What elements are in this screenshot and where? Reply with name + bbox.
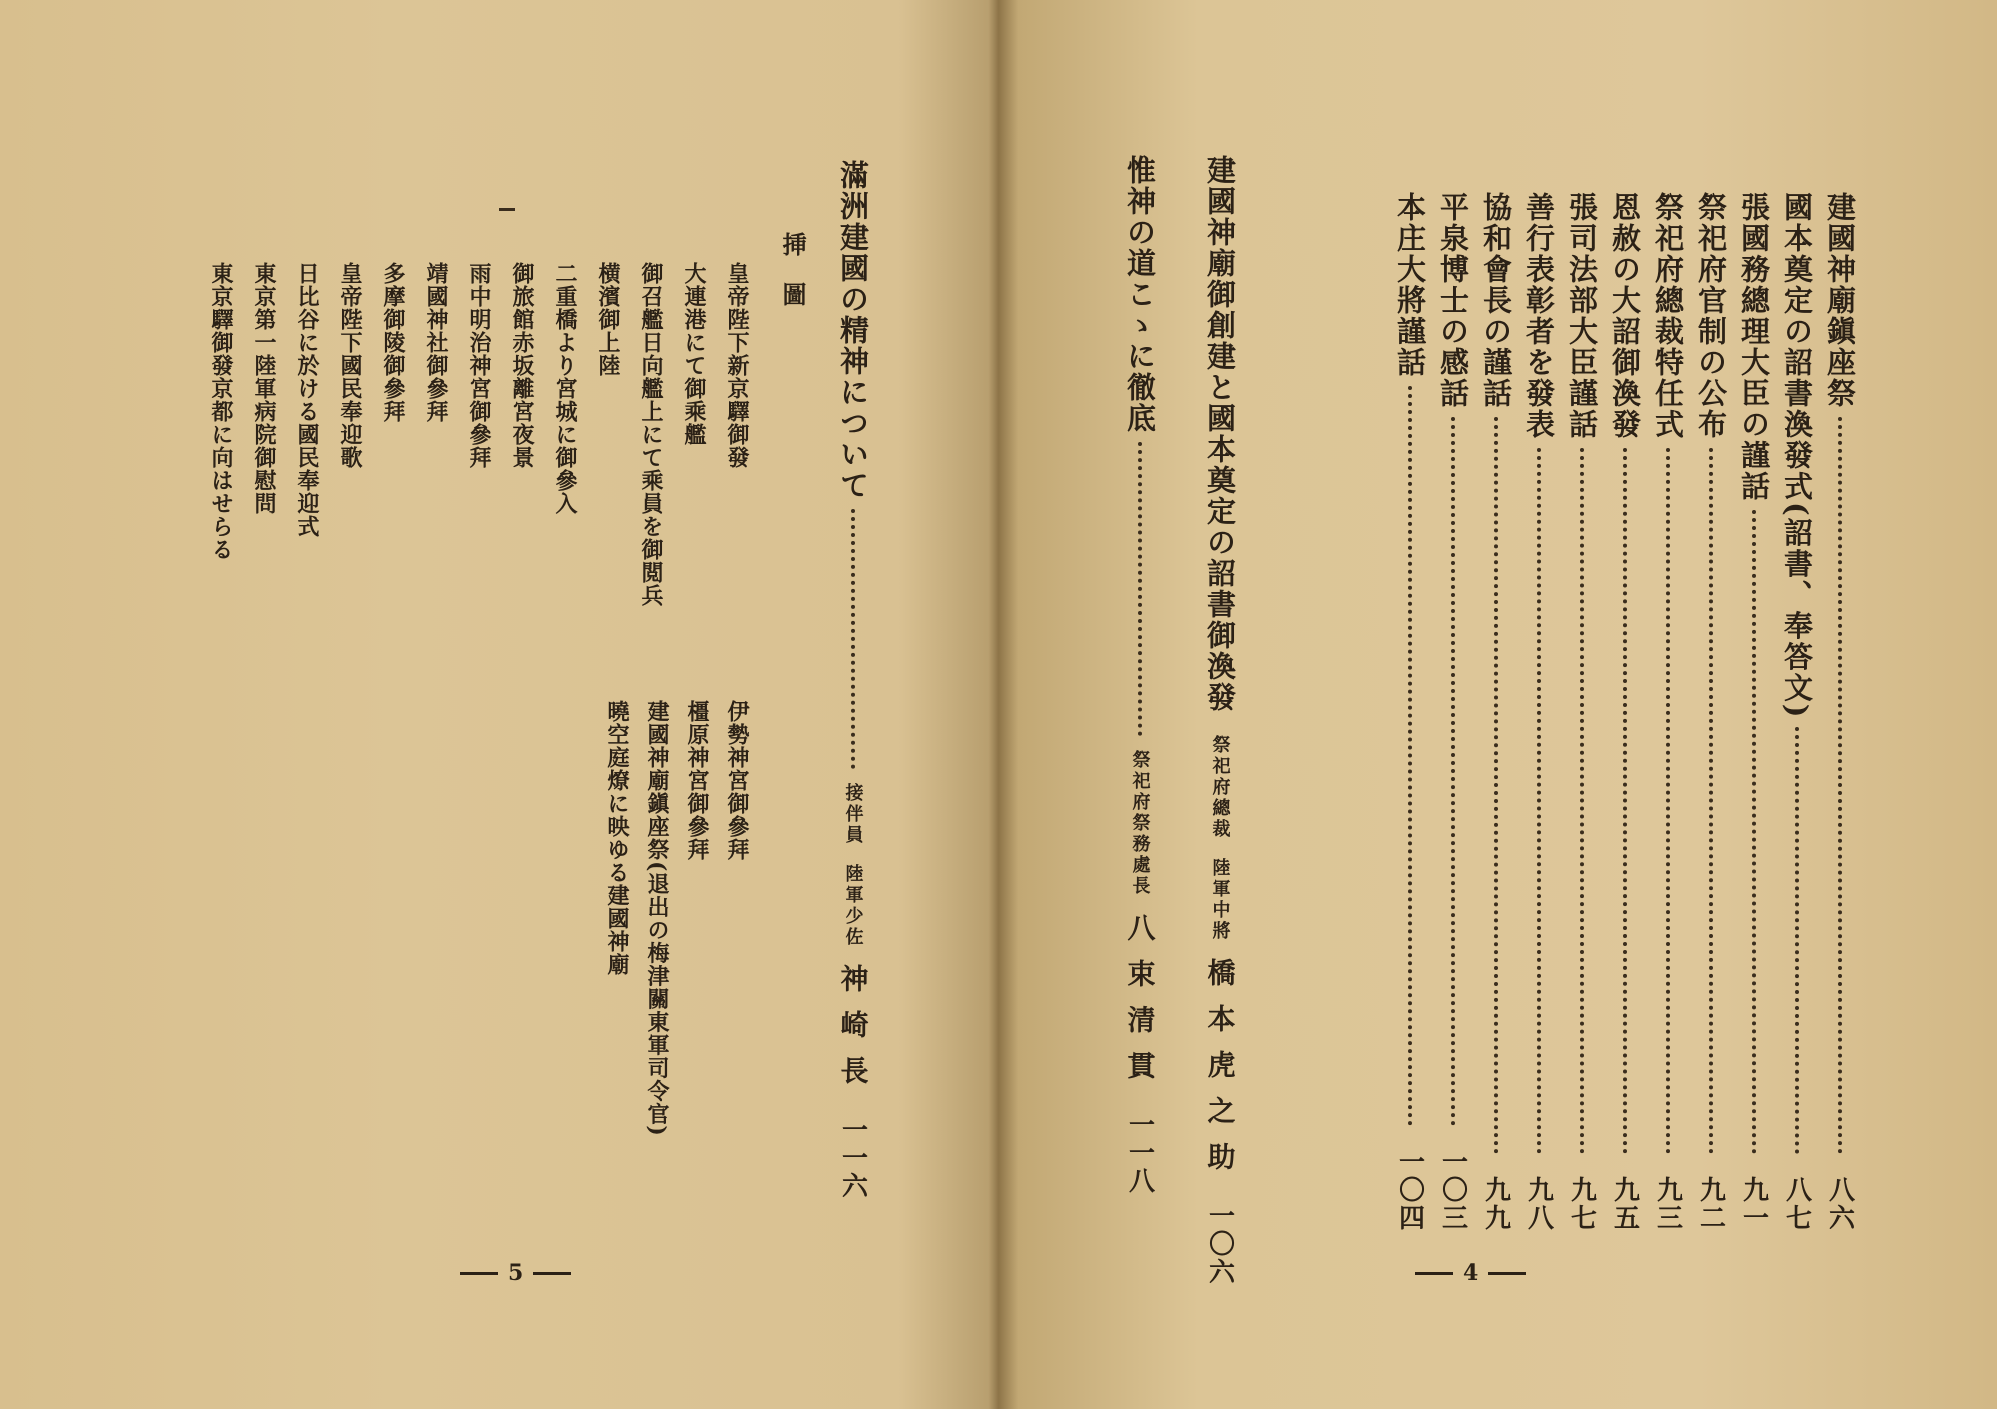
entry-page-number: 九二 bbox=[1695, 1176, 1726, 1232]
toc-entry bbox=[1823, 192, 1857, 1232]
illustration-item: 日比谷に於ける國民奉迎式 bbox=[294, 262, 320, 538]
folio-dash bbox=[1488, 1272, 1526, 1275]
entry-title: 張國務總理大臣の謹話 bbox=[1737, 192, 1771, 502]
entry-author: 橋本虎之助 bbox=[1203, 958, 1237, 1188]
entry-page-number: 一一六 bbox=[837, 1116, 868, 1200]
entry-title: 祭祀府官制の公布 bbox=[1694, 192, 1728, 440]
entry-title: 協和會長の謹話 bbox=[1479, 192, 1513, 409]
entry-page-number: 一〇三 bbox=[1437, 1148, 1468, 1232]
entry-page-number: 九七 bbox=[1566, 1176, 1597, 1232]
illustration-item: 二重橋より宮城に御參入 bbox=[552, 262, 578, 515]
toc-entry bbox=[1694, 192, 1728, 1232]
entry-title: 建國神廟鎭座祭 bbox=[1823, 192, 1857, 409]
entry-page-number: 九一 bbox=[1738, 1176, 1769, 1232]
illustration-item: 建國神廟鎭座祭(退出の梅津關東軍司令官) bbox=[644, 700, 670, 1137]
toc-entry bbox=[1737, 192, 1771, 1232]
dot-leader bbox=[1537, 448, 1541, 1154]
toc-entry bbox=[1436, 192, 1470, 1232]
rank-lines bbox=[844, 777, 862, 958]
folio-dash bbox=[460, 1272, 498, 1275]
illustration-item: 皇帝陛下新京驛御發 bbox=[724, 262, 750, 469]
entry-page-number: 九八 bbox=[1523, 1176, 1554, 1232]
rank-lines bbox=[1211, 729, 1229, 952]
entry-page-number: 一〇四 bbox=[1394, 1148, 1425, 1232]
entry-page-number: 一〇六 bbox=[1204, 1202, 1235, 1286]
dot-leader bbox=[1580, 448, 1584, 1154]
entry-page-number: 九五 bbox=[1609, 1176, 1640, 1232]
toc-entry-with-author bbox=[1203, 155, 1237, 1286]
entry-author: 神崎長 bbox=[836, 964, 870, 1102]
rank-line: 祭祀府祭務處長 bbox=[1129, 750, 1151, 897]
toc-entry bbox=[1522, 192, 1556, 1232]
entry-page-number: 九九 bbox=[1480, 1176, 1511, 1232]
dot-leader bbox=[1138, 442, 1142, 736]
dot-leader bbox=[1494, 417, 1498, 1154]
rank-line: 陸軍中將 bbox=[1209, 858, 1231, 942]
toc-entry-manchukuo-spirit bbox=[836, 160, 870, 1200]
illustration-item: 伊勢神宮御參拜 bbox=[724, 700, 750, 861]
illustration-item: 皇帝陛下國民奉迎歌 bbox=[337, 262, 363, 469]
entry-page-number: 一一八 bbox=[1124, 1111, 1155, 1195]
dot-leader bbox=[1795, 727, 1799, 1154]
entry-title: 本庄大將謹話 bbox=[1393, 192, 1427, 378]
illustration-item: 東京第一陸軍病院御慰問 bbox=[251, 262, 277, 515]
dot-leader bbox=[1666, 448, 1670, 1154]
dot-leader bbox=[1709, 448, 1713, 1154]
entry-title: 張司法部大臣謹話 bbox=[1565, 192, 1599, 440]
dot-leader bbox=[1623, 448, 1627, 1154]
entry-title: 平泉博士の感話 bbox=[1436, 192, 1470, 409]
rank-line: 祭祀府總裁 bbox=[1209, 735, 1231, 840]
entry-author: 八束清貫 bbox=[1123, 913, 1157, 1097]
folio-number: 4 bbox=[1463, 1260, 1479, 1286]
entry-title: 惟神の道こゝに徹底 bbox=[1123, 155, 1157, 434]
dot-leader bbox=[1451, 417, 1455, 1126]
folio-right bbox=[1415, 1260, 1526, 1286]
toc-entry bbox=[1780, 192, 1814, 1232]
toc-entry bbox=[1651, 192, 1685, 1232]
entry-title: 祭祀府總裁特任式 bbox=[1651, 192, 1685, 440]
folio-number: 5 bbox=[508, 1260, 524, 1286]
dot-leader bbox=[1838, 417, 1842, 1154]
folio-dash bbox=[1415, 1272, 1453, 1275]
illustration-item: 雨中明治神宮御參拜 bbox=[466, 262, 492, 469]
illustration-item: 靖國神社御參拜 bbox=[423, 262, 449, 423]
toc-entry-with-author bbox=[1123, 155, 1157, 1195]
illustration-item: 曉空庭燎に映ゆる建國神廟 bbox=[604, 700, 630, 976]
entry-title: 滿洲建國の精神について bbox=[836, 160, 870, 501]
illustration-item: 東京驛御發京都に向はせらる bbox=[208, 262, 234, 561]
illustration-item: 御旅館赤坂離宮夜景 bbox=[509, 262, 535, 469]
toc-entry bbox=[1565, 192, 1599, 1232]
entry-title: 建國神廟御創建と國本奠定の詔書御渙發 bbox=[1203, 155, 1237, 713]
rank-lines bbox=[1131, 744, 1149, 907]
entry-title: 恩赦の大詔御渙發 bbox=[1608, 192, 1642, 440]
illustrations-heading: 挿圖 bbox=[778, 232, 807, 332]
entry-title: 善行表彰者を發表 bbox=[1522, 192, 1556, 440]
toc-entry bbox=[1393, 192, 1427, 1232]
right-page bbox=[1005, 0, 1997, 1409]
folio-dash bbox=[533, 1272, 571, 1275]
illustration-item: 横濱御上陸 bbox=[595, 262, 621, 377]
rank-line: 接伴員 bbox=[842, 783, 864, 846]
illustration-item: 橿原神宮御參拜 bbox=[684, 700, 710, 861]
entry-page-number: 九三 bbox=[1652, 1176, 1683, 1232]
dot-leader bbox=[851, 509, 855, 769]
illustration-item: 多摩御陵御參拜 bbox=[380, 262, 406, 423]
toc-entry bbox=[1608, 192, 1642, 1232]
print-mark bbox=[499, 208, 515, 211]
illustration-item: 大連港にて御乘艦 bbox=[681, 262, 707, 446]
left-page bbox=[0, 0, 995, 1409]
folio-left bbox=[460, 1260, 571, 1286]
toc-entry bbox=[1479, 192, 1513, 1232]
entry-title: 國本奠定の詔書渙發式(詔書、奉答文) bbox=[1780, 192, 1814, 720]
entry-page-number: 八七 bbox=[1781, 1176, 1812, 1232]
rank-line: 陸軍少佐 bbox=[842, 864, 864, 948]
illustration-item: 御召艦日向艦上にて乘員を御閲兵 bbox=[638, 262, 664, 607]
dot-leader bbox=[1752, 510, 1756, 1154]
entry-page-number: 八六 bbox=[1824, 1176, 1855, 1232]
dot-leader bbox=[1408, 386, 1412, 1126]
